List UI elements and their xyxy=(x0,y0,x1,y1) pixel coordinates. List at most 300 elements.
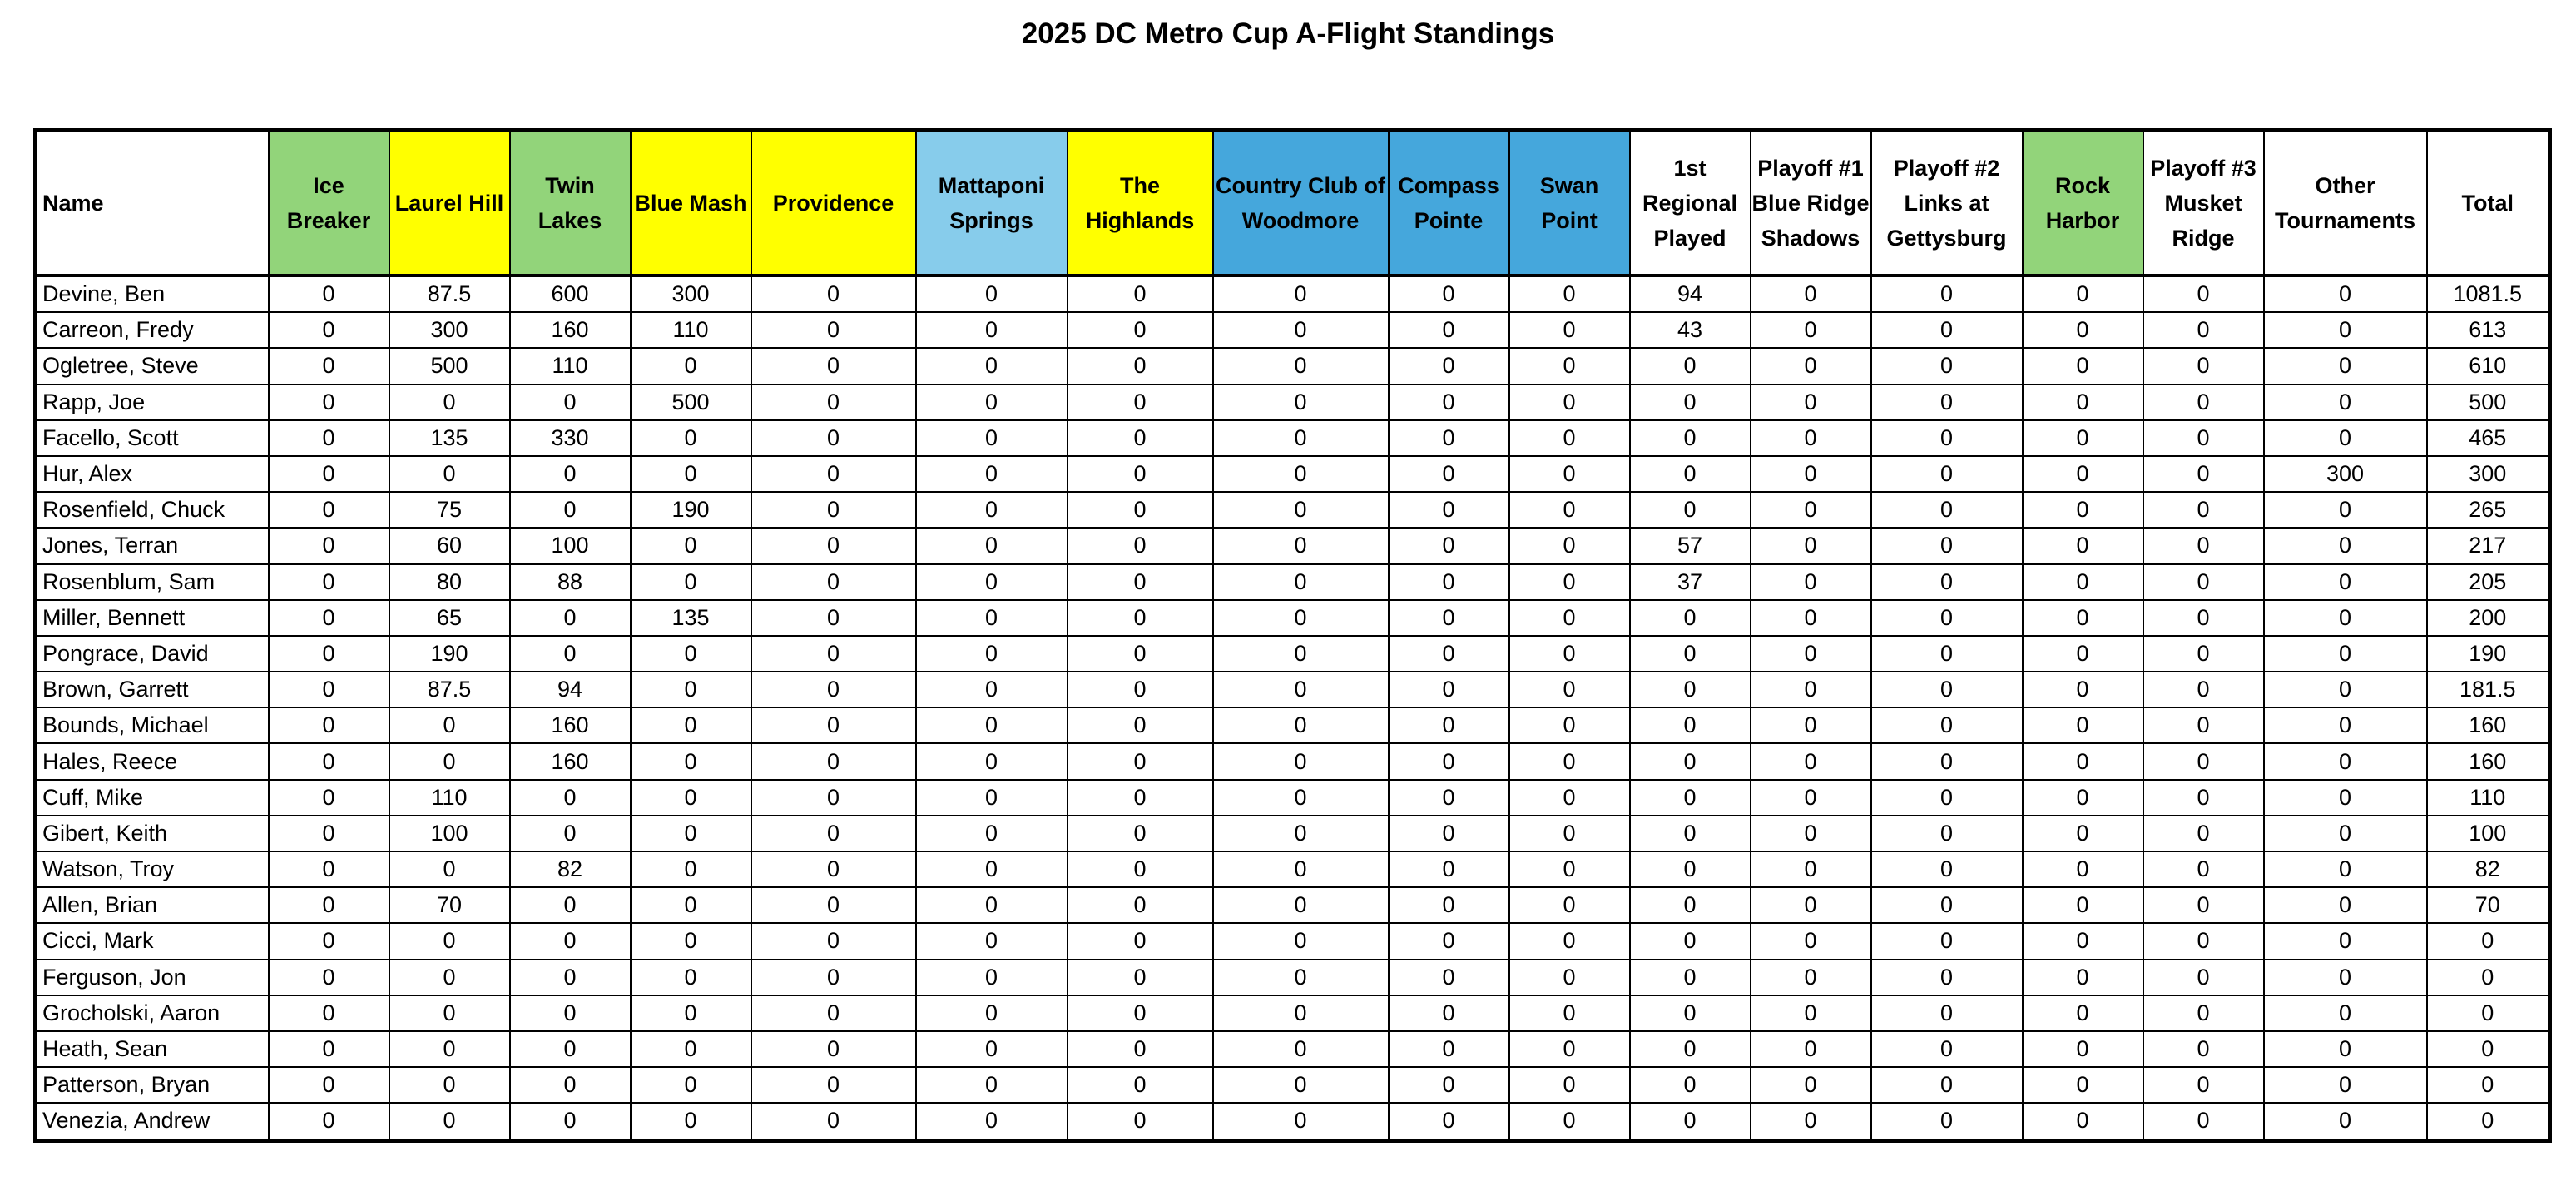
column-header: Twin Lakes xyxy=(510,131,631,276)
points-cell: 0 xyxy=(2264,564,2427,600)
header-row xyxy=(36,131,2550,276)
points-cell: 0 xyxy=(269,312,389,348)
points-cell: 0 xyxy=(2143,851,2264,887)
points-cell: 0 xyxy=(1389,851,1509,887)
points-cell: 300 xyxy=(2264,456,2427,492)
points-cell: 0 xyxy=(269,887,389,923)
points-cell: 0 xyxy=(751,1103,916,1140)
points-cell: 0 xyxy=(1213,456,1389,492)
points-cell: 0 xyxy=(916,1031,1068,1067)
points-cell: 0 xyxy=(1751,420,1871,456)
points-cell: 0 xyxy=(1630,348,1751,384)
table-row xyxy=(36,564,2550,600)
points-cell: 0 xyxy=(389,923,510,959)
points-cell: 0 xyxy=(1213,707,1389,743)
points-cell: 0 xyxy=(269,600,389,636)
points-cell: 0 xyxy=(2023,1067,2143,1103)
points-cell: 0 xyxy=(1389,636,1509,672)
points-cell: 0 xyxy=(510,780,631,816)
table-row xyxy=(36,816,2550,851)
points-cell: 0 xyxy=(1751,564,1871,600)
points-cell: 0 xyxy=(916,743,1068,779)
player-name-cell: Grocholski, Aaron xyxy=(36,995,269,1031)
points-cell: 0 xyxy=(510,636,631,672)
points-cell: 0 xyxy=(389,960,510,995)
points-cell: 0 xyxy=(2023,1103,2143,1140)
points-cell: 0 xyxy=(916,923,1068,959)
points-cell: 0 xyxy=(2143,636,2264,672)
points-cell: 0 xyxy=(389,1067,510,1103)
points-cell: 0 xyxy=(1751,1103,1871,1140)
points-cell: 0 xyxy=(1213,564,1389,600)
points-cell: 0 xyxy=(1389,528,1509,563)
points-cell: 0 xyxy=(1751,672,1871,707)
column-header: 1st Regional Played xyxy=(1630,131,1751,276)
points-cell: 0 xyxy=(1871,456,2023,492)
points-cell: 0 xyxy=(2023,420,2143,456)
player-name-cell: Gibert, Keith xyxy=(36,816,269,851)
points-cell: 0 xyxy=(269,636,389,672)
points-cell: 0 xyxy=(751,743,916,779)
points-cell: 0 xyxy=(2264,851,2427,887)
points-cell: 57 xyxy=(1630,528,1751,563)
points-cell: 0 xyxy=(1389,385,1509,420)
points-cell: 0 xyxy=(2023,275,2143,312)
points-cell: 0 xyxy=(269,743,389,779)
player-name-cell: Cuff, Mike xyxy=(36,780,269,816)
column-header: Country Club of Woodmore xyxy=(1213,131,1389,276)
points-cell: 0 xyxy=(269,348,389,384)
points-cell: 0 xyxy=(2143,816,2264,851)
points-cell: 0 xyxy=(1751,600,1871,636)
points-cell: 0 xyxy=(1389,1067,1509,1103)
points-cell: 37 xyxy=(1630,564,1751,600)
points-cell: 0 xyxy=(1751,923,1871,959)
points-cell: 0 xyxy=(1751,887,1871,923)
points-cell: 0 xyxy=(269,960,389,995)
points-cell: 0 xyxy=(751,923,916,959)
points-cell: 0 xyxy=(389,743,510,779)
points-cell: 0 xyxy=(1630,492,1751,528)
points-cell: 0 xyxy=(1389,312,1509,348)
points-cell: 0 xyxy=(1751,636,1871,672)
column-header: Ice Breaker xyxy=(269,131,389,276)
points-cell: 0 xyxy=(1068,492,1213,528)
table-row xyxy=(36,851,2550,887)
total-cell: 0 xyxy=(2427,995,2550,1031)
page-title: 2025 DC Metro Cup A-Flight Standings xyxy=(1021,17,1555,50)
points-cell: 0 xyxy=(510,385,631,420)
points-cell: 0 xyxy=(751,707,916,743)
points-cell: 0 xyxy=(1213,851,1389,887)
points-cell: 0 xyxy=(389,456,510,492)
points-cell: 0 xyxy=(2264,1031,2427,1067)
points-cell: 0 xyxy=(1389,492,1509,528)
points-cell: 0 xyxy=(751,348,916,384)
points-cell: 0 xyxy=(1509,816,1630,851)
points-cell: 0 xyxy=(1630,960,1751,995)
points-cell: 0 xyxy=(1630,672,1751,707)
points-cell: 0 xyxy=(1509,528,1630,563)
points-cell: 0 xyxy=(631,960,751,995)
points-cell: 0 xyxy=(2143,1067,2264,1103)
table-row xyxy=(36,1031,2550,1067)
points-cell: 135 xyxy=(389,420,510,456)
points-cell: 160 xyxy=(510,312,631,348)
points-cell: 0 xyxy=(1213,600,1389,636)
player-name-cell: Jones, Terran xyxy=(36,528,269,563)
player-name-cell: Devine, Ben xyxy=(36,275,269,312)
total-cell: 265 xyxy=(2427,492,2550,528)
points-cell: 0 xyxy=(1871,528,2023,563)
points-cell: 0 xyxy=(2143,1031,2264,1067)
points-cell: 0 xyxy=(631,816,751,851)
points-cell: 0 xyxy=(1068,564,1213,600)
points-cell: 0 xyxy=(269,456,389,492)
points-cell: 0 xyxy=(1068,385,1213,420)
points-cell: 0 xyxy=(510,1103,631,1140)
table-row xyxy=(36,1103,2550,1140)
points-cell: 0 xyxy=(1509,348,1630,384)
points-cell: 0 xyxy=(916,420,1068,456)
points-cell: 0 xyxy=(2264,1067,2427,1103)
points-cell: 0 xyxy=(1751,312,1871,348)
points-cell: 0 xyxy=(1068,995,1213,1031)
points-cell: 0 xyxy=(269,275,389,312)
points-cell: 0 xyxy=(1871,887,2023,923)
points-cell: 0 xyxy=(1213,528,1389,563)
points-cell: 0 xyxy=(1213,385,1389,420)
points-cell: 0 xyxy=(1871,600,2023,636)
points-cell: 0 xyxy=(1630,851,1751,887)
points-cell: 0 xyxy=(2023,960,2143,995)
points-cell: 0 xyxy=(510,492,631,528)
points-cell: 0 xyxy=(751,887,916,923)
column-header: Compass Pointe xyxy=(1389,131,1509,276)
table-row xyxy=(36,780,2550,816)
table-row xyxy=(36,385,2550,420)
points-cell: 0 xyxy=(1389,600,1509,636)
table-row xyxy=(36,348,2550,384)
points-cell: 0 xyxy=(1389,1103,1509,1140)
total-cell: 190 xyxy=(2427,636,2550,672)
points-cell: 500 xyxy=(389,348,510,384)
points-cell: 0 xyxy=(631,1031,751,1067)
table-row xyxy=(36,743,2550,779)
points-cell: 0 xyxy=(2264,887,2427,923)
points-cell: 330 xyxy=(510,420,631,456)
points-cell: 0 xyxy=(269,995,389,1031)
player-name-cell: Watson, Troy xyxy=(36,851,269,887)
points-cell: 0 xyxy=(631,348,751,384)
player-name-cell: Bounds, Michael xyxy=(36,707,269,743)
points-cell: 0 xyxy=(751,995,916,1031)
points-cell: 0 xyxy=(1389,923,1509,959)
points-cell: 0 xyxy=(2264,672,2427,707)
points-cell: 0 xyxy=(1213,275,1389,312)
points-cell: 0 xyxy=(1871,385,2023,420)
standings-table xyxy=(33,128,2552,1143)
points-cell: 0 xyxy=(1871,1067,2023,1103)
points-cell: 0 xyxy=(751,564,916,600)
points-cell: 0 xyxy=(1751,456,1871,492)
points-cell: 0 xyxy=(1630,816,1751,851)
column-header: Playoff #1 Blue Ridge Shadows xyxy=(1751,131,1871,276)
points-cell: 0 xyxy=(1509,743,1630,779)
points-cell: 0 xyxy=(1509,887,1630,923)
points-cell: 0 xyxy=(1751,780,1871,816)
points-cell: 65 xyxy=(389,600,510,636)
total-cell: 217 xyxy=(2427,528,2550,563)
points-cell: 0 xyxy=(2023,456,2143,492)
points-cell: 0 xyxy=(2143,564,2264,600)
points-cell: 0 xyxy=(2264,816,2427,851)
points-cell: 0 xyxy=(2023,923,2143,959)
points-cell: 0 xyxy=(2264,1103,2427,1140)
points-cell: 0 xyxy=(2143,672,2264,707)
points-cell: 0 xyxy=(1871,636,2023,672)
player-name-cell: Hur, Alex xyxy=(36,456,269,492)
points-cell: 135 xyxy=(631,600,751,636)
points-cell: 0 xyxy=(631,420,751,456)
points-cell: 0 xyxy=(1389,564,1509,600)
points-cell: 0 xyxy=(269,707,389,743)
points-cell: 0 xyxy=(2143,600,2264,636)
column-header-name: Name xyxy=(36,131,269,276)
points-cell: 0 xyxy=(269,1103,389,1140)
points-cell: 0 xyxy=(1213,1067,1389,1103)
points-cell: 0 xyxy=(1213,636,1389,672)
total-cell: 100 xyxy=(2427,816,2550,851)
points-cell: 0 xyxy=(1751,528,1871,563)
points-cell: 0 xyxy=(1068,600,1213,636)
points-cell: 0 xyxy=(269,528,389,563)
player-name-cell: Allen, Brian xyxy=(36,887,269,923)
points-cell: 80 xyxy=(389,564,510,600)
points-cell: 0 xyxy=(389,851,510,887)
points-cell: 0 xyxy=(631,564,751,600)
points-cell: 75 xyxy=(389,492,510,528)
points-cell: 0 xyxy=(1630,600,1751,636)
points-cell: 0 xyxy=(1068,816,1213,851)
points-cell: 0 xyxy=(916,456,1068,492)
points-cell: 0 xyxy=(2023,528,2143,563)
table-row xyxy=(36,312,2550,348)
points-cell: 0 xyxy=(2264,743,2427,779)
points-cell: 0 xyxy=(389,385,510,420)
points-cell: 0 xyxy=(751,960,916,995)
table-body xyxy=(36,275,2550,1140)
points-cell: 0 xyxy=(510,456,631,492)
points-cell: 82 xyxy=(510,851,631,887)
points-cell: 0 xyxy=(2023,780,2143,816)
table-row xyxy=(36,420,2550,456)
table-row xyxy=(36,672,2550,707)
points-cell: 0 xyxy=(1213,743,1389,779)
total-cell: 465 xyxy=(2427,420,2550,456)
points-cell: 0 xyxy=(916,348,1068,384)
points-cell: 0 xyxy=(1389,743,1509,779)
points-cell: 0 xyxy=(1871,923,2023,959)
points-cell: 0 xyxy=(1509,636,1630,672)
points-cell: 0 xyxy=(2264,275,2427,312)
player-name-cell: Rosenblum, Sam xyxy=(36,564,269,600)
points-cell: 0 xyxy=(1068,636,1213,672)
points-cell: 0 xyxy=(269,1067,389,1103)
table-row xyxy=(36,923,2550,959)
points-cell: 160 xyxy=(510,707,631,743)
total-cell: 300 xyxy=(2427,456,2550,492)
points-cell: 0 xyxy=(2264,348,2427,384)
points-cell: 0 xyxy=(1213,923,1389,959)
points-cell: 0 xyxy=(1389,275,1509,312)
points-cell: 0 xyxy=(916,385,1068,420)
points-cell: 0 xyxy=(631,995,751,1031)
points-cell: 0 xyxy=(916,528,1068,563)
points-cell: 0 xyxy=(1068,707,1213,743)
column-header: Blue Mash xyxy=(631,131,751,276)
points-cell: 0 xyxy=(1871,348,2023,384)
points-cell: 0 xyxy=(1213,1103,1389,1140)
points-cell: 0 xyxy=(2143,385,2264,420)
total-cell: 613 xyxy=(2427,312,2550,348)
points-cell: 0 xyxy=(1213,887,1389,923)
points-cell: 0 xyxy=(2143,995,2264,1031)
points-cell: 0 xyxy=(916,600,1068,636)
points-cell: 0 xyxy=(1871,816,2023,851)
player-name-cell: Carreon, Fredy xyxy=(36,312,269,348)
points-cell: 0 xyxy=(1751,385,1871,420)
points-cell: 0 xyxy=(1068,528,1213,563)
points-cell: 0 xyxy=(2143,312,2264,348)
table-row xyxy=(36,492,2550,528)
column-header: Swan Point xyxy=(1509,131,1630,276)
points-cell: 0 xyxy=(1751,851,1871,887)
total-cell: 610 xyxy=(2427,348,2550,384)
total-cell: 1081.5 xyxy=(2427,275,2550,312)
points-cell: 0 xyxy=(916,564,1068,600)
points-cell: 0 xyxy=(2023,743,2143,779)
points-cell: 300 xyxy=(389,312,510,348)
points-cell: 0 xyxy=(510,887,631,923)
points-cell: 0 xyxy=(751,528,916,563)
points-cell: 0 xyxy=(1389,456,1509,492)
total-cell: 110 xyxy=(2427,780,2550,816)
points-cell: 0 xyxy=(2023,707,2143,743)
points-cell: 0 xyxy=(1509,1067,1630,1103)
points-cell: 0 xyxy=(916,707,1068,743)
points-cell: 0 xyxy=(916,960,1068,995)
points-cell: 0 xyxy=(1389,420,1509,456)
points-cell: 0 xyxy=(389,1103,510,1140)
points-cell: 0 xyxy=(510,923,631,959)
points-cell: 300 xyxy=(631,275,751,312)
points-cell: 160 xyxy=(510,743,631,779)
points-cell: 0 xyxy=(1068,743,1213,779)
points-cell: 0 xyxy=(1389,995,1509,1031)
points-cell: 0 xyxy=(1509,420,1630,456)
table-row xyxy=(36,995,2550,1031)
points-cell: 0 xyxy=(2023,1031,2143,1067)
points-cell: 0 xyxy=(1068,348,1213,384)
points-cell: 600 xyxy=(510,275,631,312)
points-cell: 0 xyxy=(2143,1103,2264,1140)
points-cell: 0 xyxy=(2143,923,2264,959)
points-cell: 0 xyxy=(2264,707,2427,743)
points-cell: 0 xyxy=(1751,492,1871,528)
points-cell: 0 xyxy=(1630,1103,1751,1140)
points-cell: 0 xyxy=(1751,1031,1871,1067)
points-cell: 0 xyxy=(916,816,1068,851)
points-cell: 0 xyxy=(2264,780,2427,816)
points-cell: 0 xyxy=(1389,780,1509,816)
points-cell: 0 xyxy=(916,851,1068,887)
points-cell: 88 xyxy=(510,564,631,600)
points-cell: 0 xyxy=(2143,528,2264,563)
player-name-cell: Rosenfield, Chuck xyxy=(36,492,269,528)
player-name-cell: Pongrace, David xyxy=(36,636,269,672)
points-cell: 0 xyxy=(1509,851,1630,887)
table-row xyxy=(36,600,2550,636)
total-cell: 0 xyxy=(2427,923,2550,959)
points-cell: 0 xyxy=(389,1031,510,1067)
points-cell: 0 xyxy=(751,456,916,492)
points-cell: 0 xyxy=(269,672,389,707)
points-cell: 0 xyxy=(916,275,1068,312)
points-cell: 0 xyxy=(1509,995,1630,1031)
points-cell: 0 xyxy=(1751,275,1871,312)
points-cell: 0 xyxy=(1871,851,2023,887)
points-cell: 0 xyxy=(1509,672,1630,707)
player-name-cell: Ogletree, Steve xyxy=(36,348,269,384)
points-cell: 0 xyxy=(510,1031,631,1067)
player-name-cell: Facello, Scott xyxy=(36,420,269,456)
points-cell: 0 xyxy=(1630,1031,1751,1067)
points-cell: 0 xyxy=(389,995,510,1031)
total-cell: 500 xyxy=(2427,385,2550,420)
points-cell: 0 xyxy=(1630,923,1751,959)
points-cell: 0 xyxy=(2264,312,2427,348)
points-cell: 0 xyxy=(2143,275,2264,312)
points-cell: 0 xyxy=(751,636,916,672)
points-cell: 0 xyxy=(751,780,916,816)
points-cell: 0 xyxy=(2264,995,2427,1031)
points-cell: 0 xyxy=(1068,1103,1213,1140)
table-row xyxy=(36,1067,2550,1103)
points-cell: 0 xyxy=(2264,528,2427,563)
points-cell: 0 xyxy=(751,1067,916,1103)
table-header xyxy=(36,131,2550,276)
points-cell: 0 xyxy=(1871,420,2023,456)
total-cell: 70 xyxy=(2427,887,2550,923)
points-cell: 0 xyxy=(2023,636,2143,672)
points-cell: 0 xyxy=(2023,564,2143,600)
points-cell: 0 xyxy=(2023,887,2143,923)
points-cell: 0 xyxy=(269,923,389,959)
points-cell: 0 xyxy=(1213,960,1389,995)
column-header: Mattaponi Springs xyxy=(916,131,1068,276)
points-cell: 0 xyxy=(751,275,916,312)
points-cell: 0 xyxy=(1751,707,1871,743)
points-cell: 0 xyxy=(916,636,1068,672)
player-name-cell: Venezia, Andrew xyxy=(36,1103,269,1140)
table-row xyxy=(36,275,2550,312)
points-cell: 0 xyxy=(389,707,510,743)
points-cell: 0 xyxy=(2023,348,2143,384)
total-cell: 205 xyxy=(2427,564,2550,600)
points-cell: 0 xyxy=(1509,707,1630,743)
points-cell: 0 xyxy=(1751,348,1871,384)
